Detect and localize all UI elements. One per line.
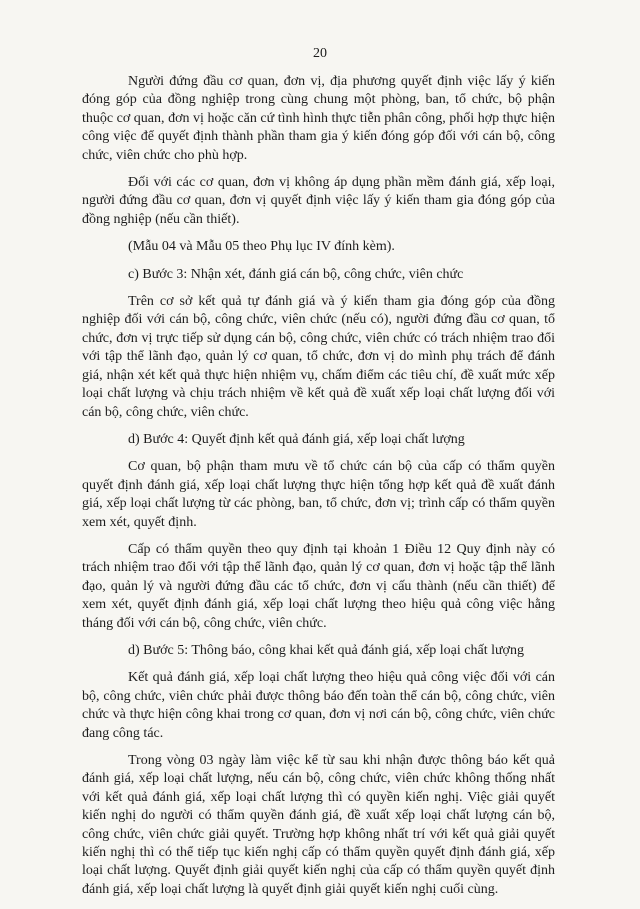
paragraph-forms-reference: (Mẫu 04 và Mẫu 05 theo Phụ lục IV đính kèm). bbox=[128, 239, 395, 255]
step-5-heading: d) Bước 5: Thông báo, công khai kết quả đánh giá, xếp loại chất lượng bbox=[128, 642, 524, 658]
step-3-heading: c) Bước 3: Nhận xét, đánh giá cán bộ, công chức, viên chức bbox=[128, 266, 464, 282]
paragraph-step-4-body-2: Cấp có thẩm quyền theo quy định tại khoản 1 Điều 12 Quy định này có trách nhiệm trao đổi với tập thể lãnh đạo, quản lý cơ quan, đơn vị hoặc tập thể lãnh đạo, quản lý và người đứng đầu các tổ chức, đơn vị cấu thành (nếu cần thiết) để xem xét, quyết định đánh giá, xếp loại chất lượng theo hiệu quả công việc hằng tháng đối với cán bộ, công chức, viên chức. bbox=[82, 541, 555, 631]
page-number: 20 bbox=[313, 46, 327, 61]
paragraph-selection-scope: Người đứng đầu cơ quan, đơn vị, địa phương quyết định việc lấy ý kiến đóng góp của đồng nghiệp trong cùng chung một phòng, ban, tổ chức, bộ phận thuộc cơ quan, đơn vị hoặc căn cứ tình hình thực tiễn phân công, phối hợp thực hiện công việc để quyết định thành phần tham gia ý kiến đóng góp đối với cán bộ, công chức, viên chức cho phù hợp. bbox=[82, 74, 555, 163]
paragraph-step-5-body-2: Trong vòng 03 ngày làm việc kể từ sau khi nhận được thông báo kết quả đánh giá, xếp loại chất lượng, nếu cán bộ, công chức, viên chức không thống nhất với kết quả đánh giá, xếp loại chất lượng thì có quyền kiến nghị. Việc giải quyết kiến nghị do người có thẩm quyền đánh giá, đề xuất xếp loại chất lượng cán bộ, công chức, viên chức giải quyết. Trường hợp không nhất trí với kết quả giải quyết kiến nghị thì có thể tiếp tục kiến nghị cấp có thẩm quyền quyết định đánh giá, xếp loại chất lượng. Quyết định giải quyết kiến nghị của cấp có thẩm quyền quyết định đánh giá, xếp loại chất lượng là quyết định giải quyết kiến nghị cuối cùng. bbox=[82, 753, 555, 897]
paragraph-step-3-body: Trên cơ sở kết quả tự đánh giá và ý kiến tham gia đóng góp của đồng nghiệp đối với cán bộ, công chức, viên chức (nếu có), người đứng đầu cơ quan, tổ chức, đơn vị trực tiếp sử dụng cán bộ, công chức, viên chức có trách nhiệm trao đổi với tập thể lãnh đạo, quản lý cơ quan, tổ chức, đơn vị do mình phụ trách để đánh giá, nhận xét kết quả thực hiện nhiệm vụ, chấm điểm các tiêu chí, đề xuất mức xếp loại chất lượng và chịu trách nhiệm về kết quả đề xuất xếp loại chất lượng đối với cán bộ, công chức, viên chức. bbox=[82, 294, 555, 420]
document-body bbox=[82, 73, 555, 908]
paragraph-step-5-body-1: Kết quả đánh giá, xếp loại chất lượng theo hiệu quả công việc đối với cán bộ, công chức, viên chức phải được thông báo đến toàn thể cán bộ, công chức, viên chức và thực hiện công khai trong cơ quan, đơn vị nơi cán bộ, công chức, viên chức đang công tác. bbox=[82, 670, 555, 741]
step-4-heading: d) Bước 4: Quyết định kết quả đánh giá, xếp loại chất lượng bbox=[128, 431, 465, 447]
paragraph-step-4-body-1: Cơ quan, bộ phận tham mưu về tổ chức cán bộ của cấp có thẩm quyền quyết định đánh giá, xếp loại chất lượng thực hiện tổng hợp kết quả đề xuất đánh giá, xếp loại chất lượng từ các phòng, ban, tổ chức, đơn vị; trình cấp có thẩm quyền xem xét, quyết định. bbox=[82, 459, 555, 530]
paragraph-no-software: Đối với các cơ quan, đơn vị không áp dụng phần mềm đánh giá, xếp loại, người đứng đầu cơ quan, đơn vị quyết định việc lấy ý kiến tham gia đóng góp của đồng nghiệp (nếu cần thiết). bbox=[82, 175, 555, 227]
